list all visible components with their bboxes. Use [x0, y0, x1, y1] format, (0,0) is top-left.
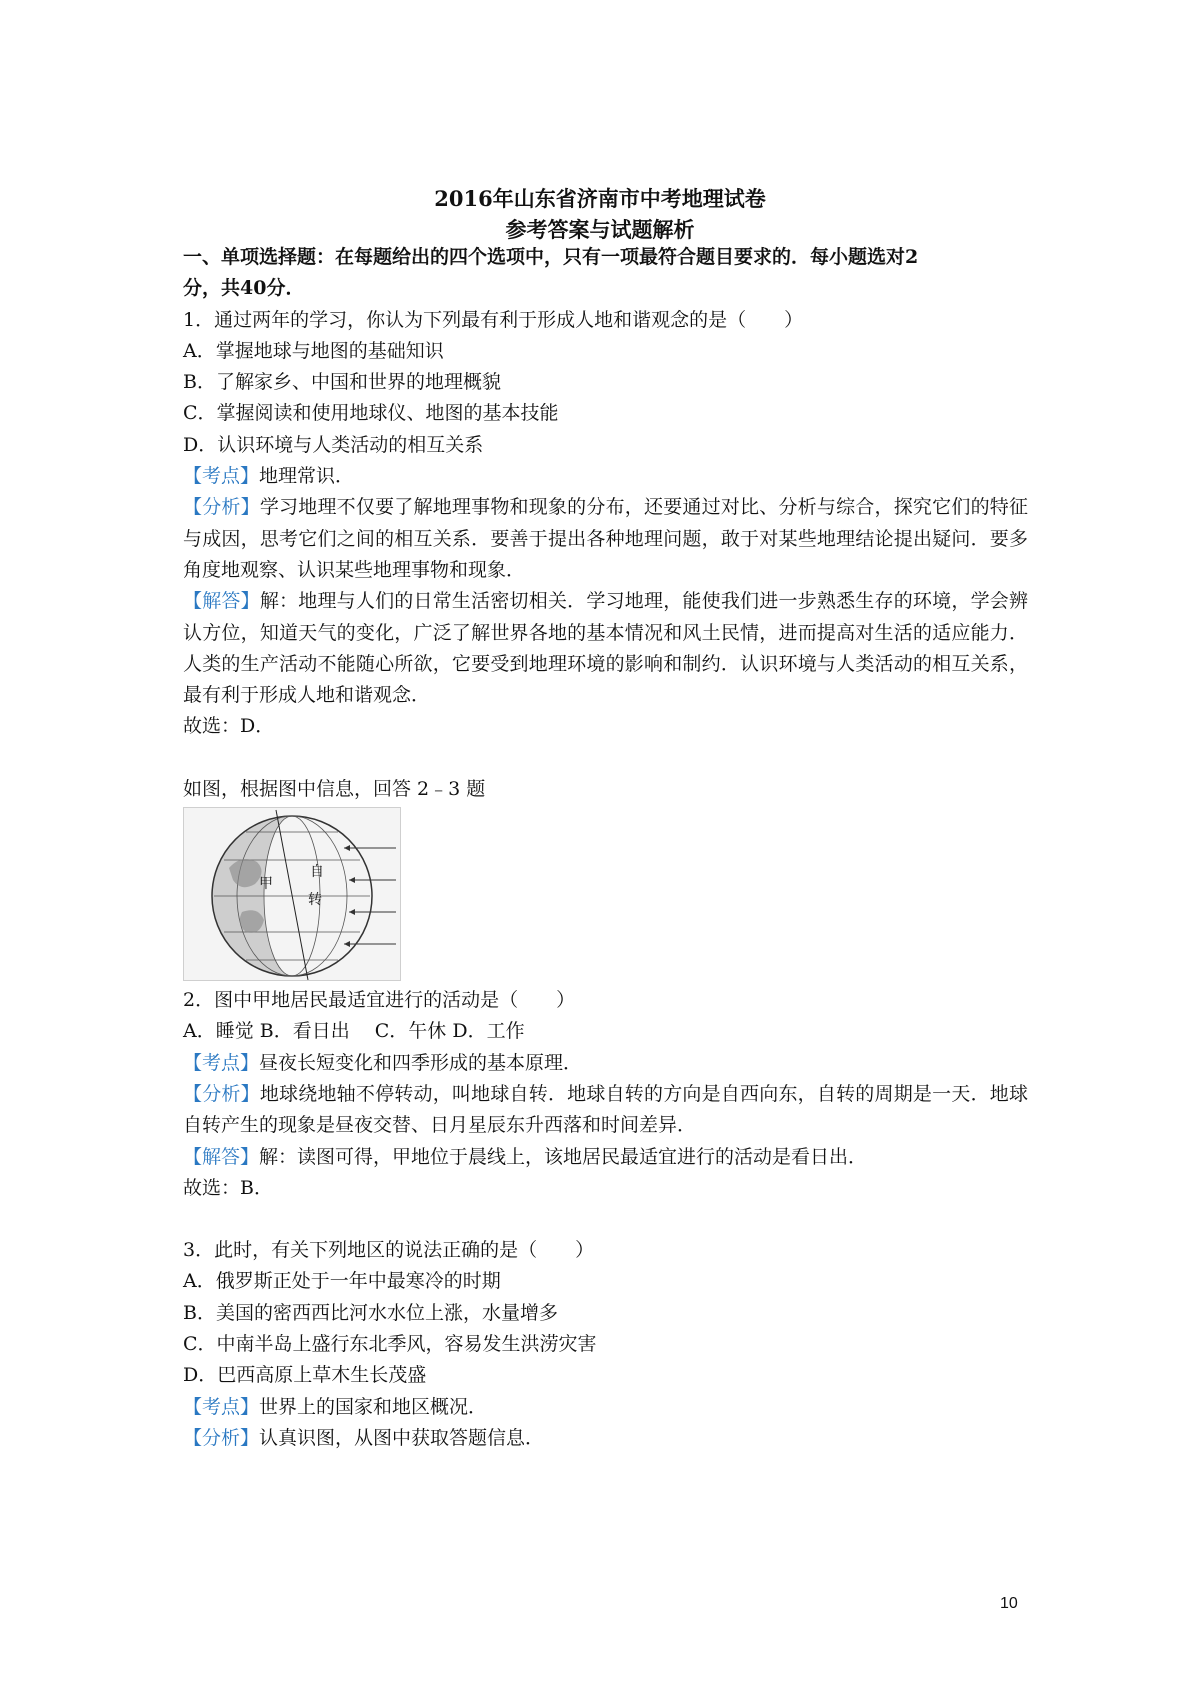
- page-subtitle: 参考答案与试题解析: [505, 217, 695, 242]
- page-title: 2016年山东省济南市中考地理试卷: [434, 186, 766, 211]
- q3-option-b: B．美国的密西西比河水水位上涨，水量增多: [183, 1301, 558, 1324]
- q2-kaodian-text: 昼夜长短变化和四季形成的基本原理．: [259, 1051, 583, 1074]
- q2-stem: 2．图中甲地居民最适宜进行的活动是（ ）: [183, 989, 576, 1012]
- spacer: [183, 743, 1028, 774]
- figure-label-zi: 自: [310, 864, 324, 881]
- q3-fenxi: [183, 1423, 1028, 1454]
- fenxi-tag: 【分析】: [183, 496, 260, 519]
- kaodian-tag: 【考点】: [183, 1395, 260, 1418]
- jieda-tag: 【解答】: [183, 590, 260, 613]
- q1-jieda-text: 解：地理与人们的日常生活密切相关．学习地理，能使我们进一步熟悉生存的环境，学会辨认方位，知道天气的变化，广泛了解世界各地的基本情况和风土民情，进而提高对生活的适应能力．人类的生产活动不能随心所欲，它要受到地理环境的影响和制约．认识环境与人类活动的相互关系，最有利于形成人地和谐观念．: [183, 590, 1028, 707]
- q3-kaodian-text: 世界上的国家和地区概况．: [259, 1395, 488, 1418]
- kaodian-tag: 【考点】: [183, 1051, 260, 1074]
- fenxi-tag: 【分析】: [183, 1082, 260, 1105]
- figure-label-zhuan: 转: [308, 892, 322, 909]
- q2-options: A．睡觉 B．看日出 C．午休 D．工作: [183, 1020, 525, 1043]
- q1-answer: 故选：D．: [183, 715, 275, 738]
- q2-fenxi-text: 地球绕地轴不停转动，叫地球自转．地球自转的方向是自西向东，自转的周期是一天．地球自转产生的现象是昼夜交替、日月星辰东升西落和时间差异．: [183, 1082, 1028, 1137]
- q1-fenxi: [183, 492, 1028, 586]
- q2-fenxi: [183, 1079, 1028, 1142]
- q1-stem: 1．通过两年的学习，你认为下列最有利于形成人地和谐观念的是（ ）: [183, 308, 804, 331]
- page-number: 10: [1000, 1595, 1018, 1612]
- q3-fenxi-text: 认真识图，从图中获取答题信息．: [259, 1426, 545, 1449]
- document-body: [183, 242, 1028, 1454]
- section-heading-line1: 一、单项选择题：在每题给出的四个选项中，只有一项最符合题目要求的．每小题选对2: [183, 246, 919, 268]
- q1-option-a: A．掌握地球与地图的基础知识: [183, 339, 444, 362]
- earth-illumination-figure: [183, 807, 401, 981]
- globe-diagram: [184, 808, 400, 980]
- q1-jieda: [183, 586, 1028, 711]
- kaodian-tag: 【考点】: [183, 465, 260, 488]
- q1-kaodian-text: 地理常识．: [259, 465, 355, 488]
- jieda-tag: 【解答】: [183, 1145, 260, 1168]
- intro-q2-q3: 如图，根据图中信息，回答 2﹣3 题: [183, 777, 486, 800]
- q3-option-a: A．俄罗斯正处于一年中最寒冷的时期: [183, 1270, 501, 1293]
- q1-kaodian: [183, 461, 1028, 492]
- q1-option-d: D．认识环境与人类活动的相互关系: [183, 433, 484, 456]
- q1-option-b: B．了解家乡、中国和世界的地理概貌: [183, 371, 501, 394]
- figure-label-jia: 甲: [259, 876, 273, 893]
- q2-kaodian: [183, 1048, 1028, 1079]
- q3-option-c: C．中南半岛上盛行东北季风，容易发生洪涝灾害: [183, 1333, 597, 1356]
- q3-stem: 3．此时，有关下列地区的说法正确的是（ ）: [183, 1239, 595, 1262]
- title-block: [0, 183, 1200, 245]
- spacer: [183, 1204, 1028, 1235]
- fenxi-tag: 【分析】: [183, 1426, 260, 1449]
- q2-jieda-text: 解：读图可得，甲地位于晨线上，该地居民最适宜进行的活动是看日出．: [259, 1145, 868, 1168]
- q2-jieda: [183, 1142, 1028, 1173]
- q3-kaodian: [183, 1392, 1028, 1423]
- q3-option-d: D．巴西高原上草木生长茂盛: [183, 1364, 427, 1387]
- section-heading-line2: 分，共40分．: [183, 277, 305, 300]
- q1-fenxi-text: 学习地理不仅要了解地理事物和现象的分布，还要通过对比、分析与综合，探究它们的特征与成因，思考它们之间的相互关系．要善于提出各种地理问题，敢于对某些地理结论提出疑问．要多角度地观察、认识某些地理事物和现象．: [183, 496, 1028, 581]
- q1-option-c: C．掌握阅读和使用地球仪、地图的基本技能: [183, 402, 559, 425]
- q2-answer: 故选：B．: [183, 1176, 273, 1199]
